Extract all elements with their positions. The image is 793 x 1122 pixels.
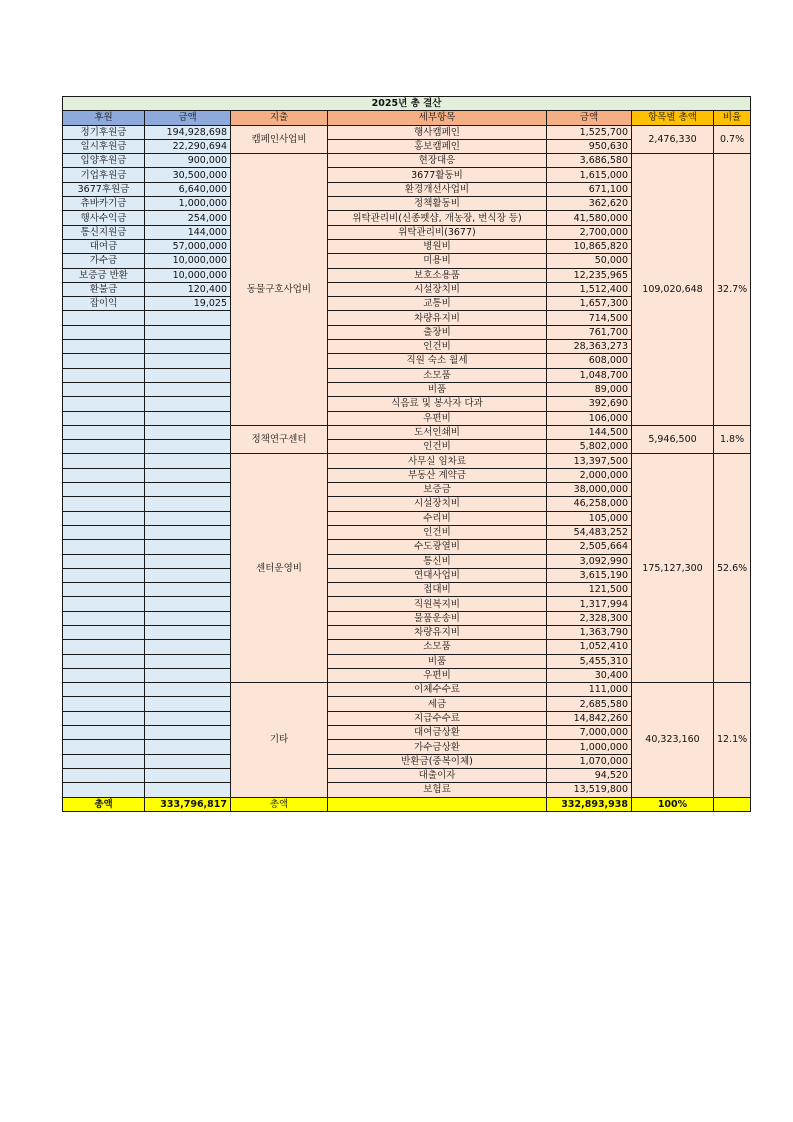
category-total-cell: 40,323,160 [632,683,714,797]
detail-item-cell: 교통비 [328,297,547,311]
table-title: 2025년 총 결산 [63,97,751,111]
header-expense: 지출 [231,111,328,125]
income-amount-cell [145,368,231,382]
detail-amount-cell: 30,400 [547,668,632,682]
detail-amount-cell: 46,258,000 [547,497,632,511]
income-name-cell: 보증금 반환 [63,268,145,282]
income-name-cell [63,625,145,639]
detail-amount-cell: 1,525,700 [547,125,632,139]
income-amount-cell [145,740,231,754]
income-amount-cell [145,640,231,654]
income-amount-cell [145,597,231,611]
table-row [63,125,751,139]
detail-amount-cell: 13,397,500 [547,454,632,468]
income-name-cell [63,754,145,768]
income-amount-cell [145,468,231,482]
header-detail-amount: 금액 [547,111,632,125]
income-amount-cell [145,511,231,525]
category-total-cell: 175,127,300 [632,454,714,683]
detail-amount-cell: 1,363,790 [547,625,632,639]
detail-amount-cell: 2,000,000 [547,468,632,482]
income-amount-cell [145,382,231,396]
detail-item-cell: 3677활동비 [328,168,547,182]
income-amount-cell [145,540,231,554]
detail-amount-cell: 50,000 [547,254,632,268]
income-name-cell [63,354,145,368]
income-name-cell [63,554,145,568]
table-row [63,454,751,468]
header-amount: 금액 [145,111,231,125]
detail-amount-cell: 2,505,664 [547,540,632,554]
income-name-cell [63,611,145,625]
income-amount-cell [145,440,231,454]
income-amount-cell [145,697,231,711]
detail-amount-cell: 1,048,700 [547,368,632,382]
category-ratio-cell: 1.8% [714,425,751,454]
detail-item-cell: 지급수수료 [328,711,547,725]
detail-amount-cell: 54,483,252 [547,525,632,539]
category-total-cell: 5,946,500 [632,425,714,454]
detail-amount-cell: 111,000 [547,683,632,697]
income-name-cell [63,783,145,797]
detail-item-cell: 대여금상환 [328,726,547,740]
income-amount-cell [145,454,231,468]
income-name-cell [63,511,145,525]
detail-amount-cell: 5,802,000 [547,440,632,454]
detail-amount-cell: 714,500 [547,311,632,325]
detail-amount-cell: 2,700,000 [547,225,632,239]
detail-amount-cell: 1,512,400 [547,282,632,296]
income-name-cell: 입양후원금 [63,154,145,168]
detail-amount-cell: 1,317,994 [547,597,632,611]
detail-amount-cell: 608,000 [547,354,632,368]
table-row [63,425,751,439]
income-name-cell [63,411,145,425]
detail-item-cell: 직원복지비 [328,597,547,611]
income-name-cell [63,468,145,482]
income-amount-cell [145,583,231,597]
detail-item-cell: 접대비 [328,583,547,597]
detail-item-cell: 보호소용품 [328,268,547,282]
income-amount-cell [145,768,231,782]
detail-amount-cell: 89,000 [547,382,632,396]
expense-category-cell: 정책연구센터 [231,425,328,454]
income-name-cell [63,640,145,654]
detail-amount-cell: 1,000,000 [547,740,632,754]
expense-category-cell: 센터운영비 [231,454,328,683]
income-amount-cell [145,311,231,325]
detail-item-cell: 소모품 [328,640,547,654]
income-amount-cell [145,354,231,368]
income-name-cell [63,711,145,725]
expense-category-cell: 캠페인사업비 [231,125,328,154]
total-row [63,797,751,811]
detail-item-cell: 비품 [328,654,547,668]
income-name-cell [63,583,145,597]
detail-amount-cell: 1,070,000 [547,754,632,768]
income-name-cell: 대여금 [63,239,145,253]
income-name-cell: 환불금 [63,282,145,296]
income-name-cell [63,397,145,411]
income-name-cell [63,568,145,582]
income-name-cell [63,311,145,325]
detail-item-cell: 이체수수료 [328,683,547,697]
income-amount-cell [145,411,231,425]
income-amount-cell: 30,500,000 [145,168,231,182]
detail-amount-cell: 2,328,300 [547,611,632,625]
expense-total-label: 총액 [231,797,328,811]
detail-amount-cell: 41,580,000 [547,211,632,225]
income-amount-cell [145,754,231,768]
income-name-cell [63,726,145,740]
detail-item-cell: 직원 숙소 월세 [328,354,547,368]
category-ratio-cell: 12.1% [714,683,751,797]
income-name-cell [63,668,145,682]
detail-item-cell: 출장비 [328,325,547,339]
income-name-cell: 3677후원금 [63,182,145,196]
income-amount-cell: 19,025 [145,297,231,311]
table-row [63,154,751,168]
income-total-label: 총액 [63,797,145,811]
ratio-total: 100% [632,797,714,811]
detail-item-cell: 미용비 [328,254,547,268]
table-row [63,683,751,697]
detail-item-cell: 수리비 [328,511,547,525]
detail-item-cell: 비품 [328,382,547,396]
income-name-cell [63,740,145,754]
category-ratio-cell: 32.7% [714,154,751,426]
detail-item-cell: 현장대응 [328,154,547,168]
income-name-cell [63,425,145,439]
detail-item-cell: 차량유지비 [328,625,547,639]
income-amount-cell [145,425,231,439]
income-name-cell [63,597,145,611]
detail-item-cell: 보증금 [328,483,547,497]
detail-item-cell: 대출이자 [328,768,547,782]
income-amount-cell [145,554,231,568]
income-amount-cell [145,397,231,411]
income-amount-cell: 22,290,694 [145,139,231,153]
income-amount-cell [145,683,231,697]
income-amount-cell: 10,000,000 [145,268,231,282]
detail-item-cell: 우편비 [328,411,547,425]
detail-amount-cell: 761,700 [547,325,632,339]
detail-item-cell: 위탁관리비(3677) [328,225,547,239]
income-amount-cell: 6,640,000 [145,182,231,196]
detail-amount-cell: 14,842,260 [547,711,632,725]
header-category-total: 항목별 총액 [632,111,714,125]
detail-amount-cell: 106,000 [547,411,632,425]
income-amount-cell: 10,000,000 [145,254,231,268]
income-name-cell [63,497,145,511]
detail-item-cell: 인건비 [328,440,547,454]
income-amount-cell [145,497,231,511]
detail-item-cell: 차량유지비 [328,311,547,325]
detail-amount-cell: 7,000,000 [547,726,632,740]
detail-item-cell: 시설장치비 [328,282,547,296]
detail-amount-cell: 950,630 [547,139,632,153]
header-ratio: 비율 [714,111,751,125]
detail-amount-cell: 94,520 [547,768,632,782]
income-amount-cell [145,525,231,539]
expense-category-cell: 기타 [231,683,328,797]
detail-item-cell: 환경개선사업비 [328,182,547,196]
detail-item-cell: 반환금(중복이체) [328,754,547,768]
income-amount-cell [145,654,231,668]
detail-item-cell: 연대사업비 [328,568,547,582]
category-total-cell: 2,476,330 [632,125,714,154]
income-name-cell [63,368,145,382]
income-name-cell: 기업후원금 [63,168,145,182]
detail-amount-cell: 2,685,580 [547,697,632,711]
income-name-cell [63,382,145,396]
income-amount-cell [145,483,231,497]
income-name-cell [63,483,145,497]
detail-amount-cell: 28,363,273 [547,340,632,354]
detail-item-cell: 병원비 [328,239,547,253]
income-amount-cell: 194,928,698 [145,125,231,139]
detail-item-cell: 통신비 [328,554,547,568]
income-amount-cell [145,668,231,682]
income-amount-cell [145,325,231,339]
income-amount-cell: 57,000,000 [145,239,231,253]
income-name-cell [63,683,145,697]
detail-amount-cell: 121,500 [547,583,632,597]
detail-amount-cell: 3,615,190 [547,568,632,582]
income-name-cell [63,340,145,354]
income-amount-cell [145,611,231,625]
income-amount-cell: 1,000,000 [145,197,231,211]
detail-amount-cell: 5,455,310 [547,654,632,668]
income-amount-cell [145,726,231,740]
settlement-table [62,96,751,812]
income-name-cell [63,525,145,539]
income-name-cell: 통신지원금 [63,225,145,239]
detail-item-cell: 수도광열비 [328,540,547,554]
detail-item-cell: 우편비 [328,668,547,682]
detail-amount-cell: 144,500 [547,425,632,439]
income-name-cell [63,440,145,454]
expense-category-cell: 동물구호사업비 [231,154,328,426]
detail-item-cell: 인건비 [328,340,547,354]
detail-item-cell: 사무실 임차료 [328,454,547,468]
income-name-cell: 가수금 [63,254,145,268]
detail-item-cell: 부동산 계약금 [328,468,547,482]
income-amount-cell [145,568,231,582]
header-donation: 후원 [63,111,145,125]
detail-amount-cell: 3,686,580 [547,154,632,168]
category-ratio-cell: 52.6% [714,454,751,683]
detail-item-cell: 가수금상환 [328,740,547,754]
detail-amount-cell: 12,235,965 [547,268,632,282]
header-detail: 세부항목 [328,111,547,125]
detail-amount-cell: 1,052,410 [547,640,632,654]
detail-amount-cell: 671,100 [547,182,632,196]
total-blank [328,797,547,811]
detail-amount-cell: 13,519,800 [547,783,632,797]
income-name-cell [63,654,145,668]
detail-amount-cell: 10,865,820 [547,239,632,253]
income-name-cell: 잡이익 [63,297,145,311]
income-amount-cell [145,340,231,354]
income-name-cell [63,454,145,468]
detail-item-cell: 시설장치비 [328,497,547,511]
detail-item-cell: 소모품 [328,368,547,382]
detail-item-cell: 물품운송비 [328,611,547,625]
income-amount-cell: 900,000 [145,154,231,168]
detail-item-cell: 행사캠페인 [328,125,547,139]
income-name-cell: 정기후원금 [63,125,145,139]
detail-item-cell: 보험료 [328,783,547,797]
detail-amount-cell: 392,690 [547,397,632,411]
income-name-cell [63,540,145,554]
detail-item-cell: 인건비 [328,525,547,539]
income-name-cell [63,768,145,782]
income-total: 333,796,817 [145,797,231,811]
detail-amount-cell: 38,000,000 [547,483,632,497]
detail-item-cell: 정책활동비 [328,197,547,211]
income-amount-cell: 144,000 [145,225,231,239]
detail-item-cell: 위탁관리비(신종펫샵, 개농장, 번식장 등) [328,211,547,225]
income-name-cell [63,325,145,339]
income-amount-cell [145,625,231,639]
category-total-cell: 109,020,648 [632,154,714,426]
table-body [63,125,751,797]
detail-amount-cell: 1,615,000 [547,168,632,182]
detail-item-cell: 홍보캠페인 [328,139,547,153]
income-amount-cell [145,783,231,797]
category-ratio-cell: 0.7% [714,125,751,154]
total-blank-end [714,797,751,811]
income-name-cell: 츄바카기금 [63,197,145,211]
detail-amount-cell: 362,620 [547,197,632,211]
detail-amount-cell: 105,000 [547,511,632,525]
income-amount-cell [145,711,231,725]
income-name-cell: 일시후원금 [63,139,145,153]
detail-amount-cell: 1,657,300 [547,297,632,311]
detail-item-cell: 세금 [328,697,547,711]
income-amount-cell: 254,000 [145,211,231,225]
detail-item-cell: 식음료 및 봉사자 다과 [328,397,547,411]
income-amount-cell: 120,400 [145,282,231,296]
income-name-cell: 행사수익금 [63,211,145,225]
income-name-cell [63,697,145,711]
detail-amount-cell: 3,092,990 [547,554,632,568]
expense-total: 332,893,938 [547,797,632,811]
detail-item-cell: 도서인쇄비 [328,425,547,439]
